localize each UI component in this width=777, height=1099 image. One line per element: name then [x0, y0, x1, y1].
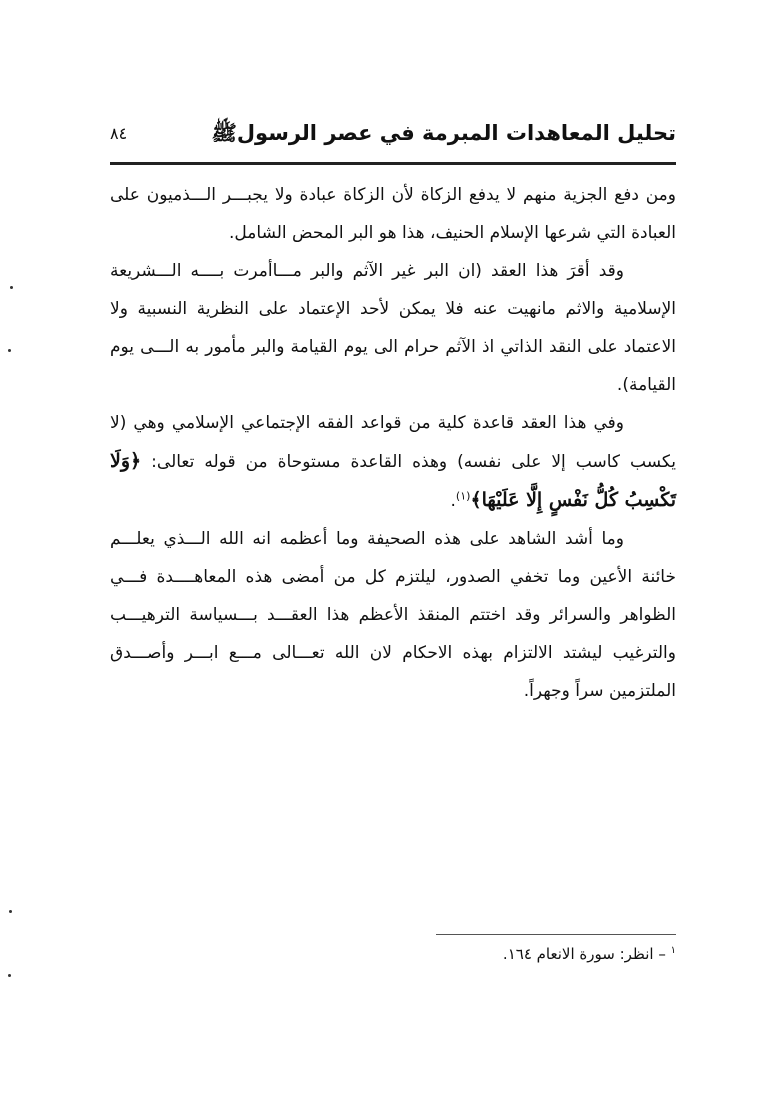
running-title: تحليل المعاهدات المبرمة في عصر الرسولﷺ [211, 121, 676, 145]
scan-speck [9, 910, 12, 913]
paragraph-3 [110, 404, 676, 520]
header-divider [110, 162, 676, 165]
paragraph-3-text: وفي هذا العقد قاعدة كلية من قواعد الفقه الإجتماعي الإسلامي وهي (لا يكسب كاسب إلا على نفسه) وهذه القاعدة مستوحاة من قوله تعالى: [110, 413, 676, 472]
footnote-text: – انظر: سورة الانعام ١٦٤. [502, 945, 666, 963]
footnote [503, 945, 676, 963]
running-header [110, 118, 676, 154]
footnote-reference: (١) [455, 489, 471, 503]
paragraph-4: وما أشد الشاهد على هذه الصحيفة وما أعظمه انه الله الـــذي يعلـــم خائنة الأعين وما تخفي الصدور، ليلتزم كل من أمضى هذه المعاهــــدة فـــي الظواهر والسرائر وقد اختتم المنقذ الأعظم هذا العقـــد بـــسياسة الترهيـــب والترغيب ليشتد الالتزام بهذه الاحكام لان الله تعـــالى مـــع ابـــر وأصـــدق الملتزمين سراً وجهراً. [110, 529, 676, 701]
scan-speck [10, 286, 13, 289]
quran-verse: ﴿وَلَا تَكْسِبُ كُلُّ نَفْسٍ إِلَّا عَلَيْهَا﴾ [110, 450, 676, 511]
scan-speck [8, 974, 11, 977]
footnote-number: ١ [670, 945, 676, 956]
body-text [110, 176, 676, 710]
paragraph-3-end: . [450, 491, 456, 511]
footnote-divider [436, 934, 676, 935]
paragraph-2: وقد أقرَ هذا العقد (ان البر غير الآثم والبر مـــاأمرت بــــه الـــشريعة الإسلامية والاثم مانهيت عنه فلا يمكن لأحد الإعتماد على النظرية النسبية ولا الاعتماد على النقد الذاتي اذ الآثم حرام الى يوم القيامة والبر مأمور به الـــى يوم القيامة). [110, 261, 676, 395]
paragraph-1: ومن دفع الجزية منهم لا يدفع الزكاة لأن الزكاة عبادة ولا يجبـــر الـــذميون على العبادة التي شرعها الإسلام الحنيف، هذا هو البر المحض الشامل. [110, 185, 676, 243]
page-number: ٨٤ [110, 124, 128, 143]
scan-speck [8, 349, 11, 352]
